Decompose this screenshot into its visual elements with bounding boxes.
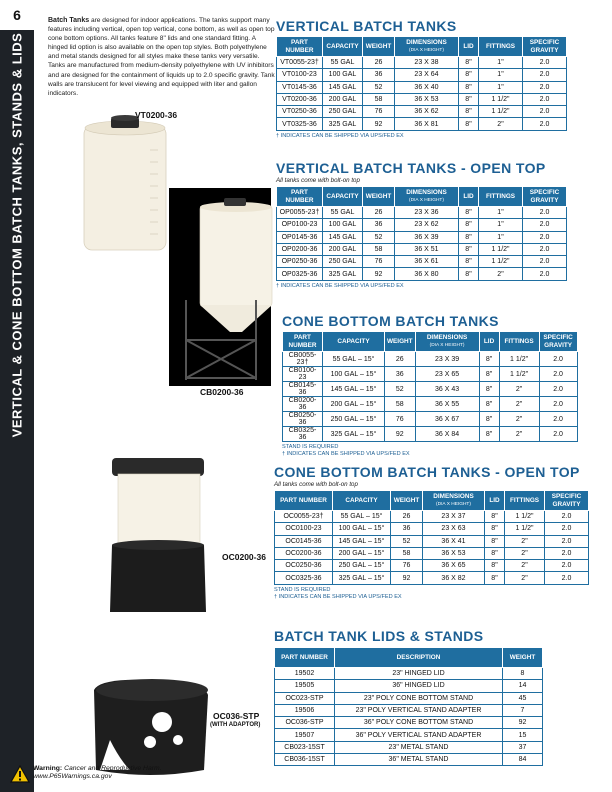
- part-number-cell: CB0250-36: [283, 412, 323, 427]
- table-cell: 1 1/2": [505, 523, 545, 535]
- cb-product-label: CB0200-36: [200, 387, 244, 397]
- cone-table: [282, 331, 578, 442]
- table-cell: 23" POLY CONE BOTTOM STAND: [335, 692, 503, 704]
- table-cell: 8": [479, 397, 499, 412]
- part-number-cell: VT0250-36: [277, 106, 323, 118]
- table-cell: 1": [479, 231, 523, 243]
- part-number-cell: CB0055-23†: [283, 352, 323, 367]
- table-cell: 8": [459, 219, 479, 231]
- cone-open-table: [274, 490, 589, 585]
- table-cell: 325 GAL: [323, 268, 363, 280]
- intro-lead: Batch Tanks: [48, 17, 90, 24]
- table-cell: 36 X 40: [395, 81, 459, 93]
- col-sg: SPECIFIC GRAVITY: [545, 491, 589, 511]
- part-number-cell: 19507: [275, 729, 335, 741]
- part-number-cell: VT0200-36: [277, 93, 323, 105]
- table-cell: 8": [485, 572, 505, 584]
- col-description: DESCRIPTION: [335, 648, 503, 668]
- table-cell: 36: [391, 523, 423, 535]
- col-sg: SPECIFIC GRAVITY: [523, 37, 567, 57]
- vertical-open-table: [276, 186, 567, 281]
- part-number-cell: 19502: [275, 668, 335, 680]
- table-cell: 200 GAL – 15°: [323, 397, 385, 412]
- part-number-cell: VT0100-23: [277, 69, 323, 81]
- table-cell: 45: [503, 692, 543, 704]
- table-cell: 23" POLY VERTICAL STAND ADAPTER: [335, 704, 503, 716]
- oc-product-label: OC0200-36: [222, 552, 266, 562]
- table-cell: 8": [459, 81, 479, 93]
- vertical-open-section: [276, 160, 567, 290]
- cone-section: [282, 313, 578, 458]
- table-cell: 250 GAL – 15°: [323, 412, 385, 427]
- table-row: [277, 69, 567, 81]
- table-row: [275, 692, 543, 704]
- poly-stand-image: [94, 679, 208, 775]
- vertical-open-title: VERTICAL BATCH TANKS - OPEN TOP: [276, 160, 546, 176]
- table-row: [275, 560, 589, 572]
- table-cell: 8": [479, 412, 499, 427]
- part-number-cell: OP0100-23: [277, 219, 323, 231]
- table-cell: 23 X 37: [423, 511, 485, 523]
- table-cell: 2.0: [523, 81, 567, 93]
- table-cell: 1 1/2": [479, 106, 523, 118]
- table-cell: 23 X 65: [415, 367, 479, 382]
- table-cell: 2.0: [539, 352, 577, 367]
- table-cell: 1": [479, 81, 523, 93]
- col-weight: WEIGHT: [363, 187, 395, 207]
- table-cell: 23 X 62: [395, 219, 459, 231]
- col-sg: SPECIFIC GRAVITY: [539, 332, 577, 352]
- table-cell: 58: [363, 93, 395, 105]
- table-cell: 2.0: [539, 397, 577, 412]
- table-cell: 7: [503, 704, 543, 716]
- table-cell: 2.0: [523, 106, 567, 118]
- col-dimensions: DIMENSIONS (DIA X HEIGHT): [395, 37, 459, 57]
- table-cell: 23 X 39: [415, 352, 479, 367]
- table-cell: 14: [503, 680, 543, 692]
- table-cell: 36 X 61: [395, 256, 459, 268]
- table-cell: 1 1/2": [479, 256, 523, 268]
- table-cell: 1 1/2": [479, 93, 523, 105]
- table-row: [283, 382, 578, 397]
- vertical-open-subtitle: All tanks come with bolt-on top: [276, 177, 360, 184]
- table-cell: 2.0: [523, 256, 567, 268]
- table-cell: 325 GAL – 15°: [323, 427, 385, 442]
- table-cell: 250 GAL – 15°: [333, 560, 391, 572]
- table-cell: 8": [479, 427, 499, 442]
- cone-note-stand: STAND IS REQUIRED: [282, 444, 339, 450]
- table-cell: 23" METAL STAND: [335, 741, 503, 753]
- part-number-cell: VT0055-23†: [277, 57, 323, 69]
- table-cell: 23 X 38: [395, 57, 459, 69]
- part-number-cell: OC0200-36: [275, 547, 333, 559]
- table-cell: 1 1/2": [499, 352, 539, 367]
- cone-open-title: CONE BOTTOM BATCH TANKS - OPEN TOP: [274, 464, 580, 480]
- table-cell: 36 X 84: [415, 427, 479, 442]
- table-row: [277, 219, 567, 231]
- table-cell: 92: [385, 427, 416, 442]
- table-cell: 2.0: [523, 69, 567, 81]
- vt-product-label: VT0200-36: [135, 110, 178, 120]
- part-number-cell: CB023-15ST: [275, 741, 335, 753]
- part-number-cell: OC0100-23: [275, 523, 333, 535]
- table-cell: 26: [391, 511, 423, 523]
- table-cell: 92: [363, 268, 395, 280]
- table-cell: 36 X 39: [395, 231, 459, 243]
- table-cell: 92: [503, 717, 543, 729]
- table-cell: 200 GAL – 15°: [333, 547, 391, 559]
- part-number-cell: 19506: [275, 704, 335, 716]
- col-fittings: FITTINGS: [505, 491, 545, 511]
- part-number-cell: VT0325-36: [277, 118, 323, 130]
- table-cell: 8": [459, 69, 479, 81]
- table-cell: 2": [499, 382, 539, 397]
- vertical-note: † INDICATES CAN BE SHIPPED VIA UPS/FED EX: [276, 132, 404, 139]
- table-cell: 2.0: [523, 57, 567, 69]
- table-cell: 145 GAL – 15°: [333, 535, 391, 547]
- table-cell: 26: [363, 57, 395, 69]
- table-row: [283, 367, 578, 382]
- table-row: [275, 523, 589, 535]
- table-row: [277, 268, 567, 280]
- col-capacity: CAPACITY: [333, 491, 391, 511]
- table-cell: 55 GAL – 15°: [323, 352, 385, 367]
- table-row: [275, 754, 543, 766]
- table-cell: 2.0: [523, 93, 567, 105]
- table-cell: 36: [363, 219, 395, 231]
- part-number-cell: 19505: [275, 680, 335, 692]
- table-row: [275, 680, 543, 692]
- table-cell: 52: [391, 535, 423, 547]
- part-number-cell: OP0145-36: [277, 231, 323, 243]
- table-cell: 76: [385, 412, 416, 427]
- table-cell: 8": [459, 118, 479, 130]
- table-cell: 1 1/2": [505, 511, 545, 523]
- table-cell: 36 X 53: [423, 547, 485, 559]
- table-row: [277, 118, 567, 130]
- table-cell: 36" POLY CONE BOTTOM STAND: [335, 717, 503, 729]
- table-row: [277, 57, 567, 69]
- part-number-cell: CB0100-23: [283, 367, 323, 382]
- page-number: 6: [0, 0, 34, 30]
- table-cell: 2.0: [523, 268, 567, 280]
- lids-section: [274, 628, 543, 766]
- warning-text: [33, 765, 162, 782]
- table-cell: 2": [499, 427, 539, 442]
- table-cell: 23" HINGED LID: [335, 668, 503, 680]
- table-cell: 325 GAL: [323, 118, 363, 130]
- table-cell: 55 GAL: [323, 207, 363, 219]
- table-cell: 2.0: [545, 572, 589, 584]
- table-cell: 36 X 41: [423, 535, 485, 547]
- table-cell: 84: [503, 754, 543, 766]
- table-row: [283, 427, 578, 442]
- table-cell: 76: [391, 560, 423, 572]
- table-cell: 8": [479, 382, 499, 397]
- table-cell: 8": [479, 367, 499, 382]
- table-cell: 2": [505, 572, 545, 584]
- lids-title: BATCH TANK LIDS & STANDS: [274, 628, 484, 644]
- warning-url[interactable]: www.P65Warnings.ca.gov: [33, 773, 112, 781]
- table-cell: 8": [459, 57, 479, 69]
- table-cell: 2.0: [523, 118, 567, 130]
- col-dimensions: DIMENSIONS (DIA X HEIGHT): [415, 332, 479, 352]
- table-cell: 76: [363, 106, 395, 118]
- table-cell: 8: [503, 668, 543, 680]
- part-number-cell: OP0325-36: [277, 268, 323, 280]
- table-row: [275, 704, 543, 716]
- table-cell: 325 GAL – 15°: [333, 572, 391, 584]
- table-cell: 100 GAL – 15°: [323, 367, 385, 382]
- table-cell: 8": [459, 268, 479, 280]
- part-number-cell: CB0325-36: [283, 427, 323, 442]
- table-cell: 2": [479, 268, 523, 280]
- table-cell: 2.0: [539, 367, 577, 382]
- table-row: [275, 741, 543, 753]
- table-cell: 23 X 36: [395, 207, 459, 219]
- table-cell: 26: [363, 207, 395, 219]
- part-number-cell: OC0055-23†: [275, 511, 333, 523]
- table-cell: 2.0: [523, 219, 567, 231]
- vertical-open-note: † INDICATES CAN BE SHIPPED VIA UPS/FED EX: [276, 282, 404, 289]
- col-capacity: CAPACITY: [323, 187, 363, 207]
- table-cell: 2.0: [539, 412, 577, 427]
- part-number-cell: OC023-STP: [275, 692, 335, 704]
- col-lid: LID: [485, 491, 505, 511]
- table-cell: 2.0: [539, 382, 577, 397]
- table-cell: 1": [479, 69, 523, 81]
- table-row: [277, 231, 567, 243]
- vertical-section: [276, 18, 567, 140]
- table-row: [275, 668, 543, 680]
- part-number-cell: CB0145-36: [283, 382, 323, 397]
- table-cell: 58: [385, 397, 416, 412]
- table-row: [283, 352, 578, 367]
- table-cell: 2.0: [523, 207, 567, 219]
- col-weight: WEIGHT: [363, 37, 395, 57]
- table-cell: 100 GAL: [323, 219, 363, 231]
- table-cell: 8": [485, 523, 505, 535]
- part-number-cell: OC036-STP: [275, 717, 335, 729]
- table-row: [283, 412, 578, 427]
- stand-product-sublabel: (WITH ADAPTOR): [210, 722, 261, 728]
- vertical-title: VERTICAL BATCH TANKS: [276, 18, 457, 34]
- col-capacity: CAPACITY: [323, 332, 385, 352]
- col-lid: LID: [459, 37, 479, 57]
- table-cell: 8": [485, 547, 505, 559]
- table-row: [275, 729, 543, 741]
- side-title: VERTICAL & CONE BOTTOM BATCH TANKS, STANDS & LIDS: [9, 32, 25, 438]
- col-lid: LID: [459, 187, 479, 207]
- cone-note-ship: † INDICATES CAN BE SHIPPED VIA UPS/FED EX: [282, 450, 410, 457]
- part-number-cell: OC0325-36: [275, 572, 333, 584]
- col-part: PART NUMBER: [277, 187, 323, 207]
- table-cell: 1": [479, 219, 523, 231]
- table-cell: 37: [503, 741, 543, 753]
- table-cell: 36 X 62: [395, 106, 459, 118]
- table-cell: 36 X 82: [423, 572, 485, 584]
- table-cell: 250 GAL: [323, 106, 363, 118]
- table-cell: 2.0: [545, 560, 589, 572]
- table-row: [275, 717, 543, 729]
- table-cell: 8": [459, 256, 479, 268]
- table-cell: 100 GAL: [323, 69, 363, 81]
- table-cell: 92: [391, 572, 423, 584]
- table-cell: 1": [479, 207, 523, 219]
- table-row: [277, 106, 567, 118]
- table-cell: 36 X 55: [415, 397, 479, 412]
- table-cell: 145 GAL – 15°: [323, 382, 385, 397]
- table-cell: 36 X 51: [395, 243, 459, 255]
- part-number-cell: CB0200-36: [283, 397, 323, 412]
- table-row: [275, 547, 589, 559]
- table-cell: 2.0: [545, 523, 589, 535]
- table-cell: 1": [479, 57, 523, 69]
- part-number-cell: OP0055-23†: [277, 207, 323, 219]
- table-cell: 8": [459, 231, 479, 243]
- table-cell: 2.0: [545, 511, 589, 523]
- table-cell: 200 GAL: [323, 93, 363, 105]
- table-cell: 58: [391, 547, 423, 559]
- intro-text: are designed for indoor applications. The tanks support many features including vertical, open top vertical, cone bottom, as well as open top cone bottom options. All tanks feature 8" lids and one standard fitting. A hinged lid option is also available on the open top styles. Both polyethylene and metal stands designed for all styles make these tanks very versatile. Tanks are manufactured from medium-density polyethylene with UV inhibitors and are designed for the containment of liquids up to 2.0 specific gravity. Tank walls are translucent for level viewing and equipped with liter and gallon indicators.: [48, 17, 275, 97]
- stand-product-label: OC036-STP: [213, 711, 260, 721]
- table-cell: 36 X 65: [423, 560, 485, 572]
- table-cell: 200 GAL: [323, 243, 363, 255]
- col-weight: WEIGHT: [503, 648, 543, 668]
- table-row: [275, 572, 589, 584]
- table-cell: 36" HINGED LID: [335, 680, 503, 692]
- table-cell: 145 GAL: [323, 231, 363, 243]
- table-cell: 15: [503, 729, 543, 741]
- col-fittings: FITTINGS: [499, 332, 539, 352]
- table-cell: 36 X 67: [415, 412, 479, 427]
- col-fittings: FITTINGS: [479, 187, 523, 207]
- cone-open-note-stand: STAND IS REQUIRED: [274, 586, 331, 593]
- warning-message: Cancer and Reproductive Harm.: [62, 765, 162, 772]
- col-fittings: FITTINGS: [479, 37, 523, 57]
- col-part: PART NUMBER: [275, 648, 335, 668]
- table-row: [275, 511, 589, 523]
- table-cell: 36" POLY VERTICAL STAND ADAPTER: [335, 729, 503, 741]
- table-cell: 92: [363, 118, 395, 130]
- col-dimensions: DIMENSIONS (DIA X HEIGHT): [423, 491, 485, 511]
- col-capacity: CAPACITY: [323, 37, 363, 57]
- part-number-cell: OP0200-36: [277, 243, 323, 255]
- col-part: PART NUMBER: [277, 37, 323, 57]
- col-part: PART NUMBER: [283, 332, 323, 352]
- part-number-cell: VT0145-36: [277, 81, 323, 93]
- table-cell: 8": [485, 511, 505, 523]
- table-cell: 26: [385, 352, 416, 367]
- table-cell: 36 X 53: [395, 93, 459, 105]
- lids-table: [274, 647, 543, 766]
- table-cell: 2.0: [523, 243, 567, 255]
- table-cell: 36 X 80: [395, 268, 459, 280]
- table-cell: 23 X 63: [423, 523, 485, 535]
- table-cell: 55 GAL – 15°: [333, 511, 391, 523]
- col-part: PART NUMBER: [275, 491, 333, 511]
- table-cell: 36 X 81: [395, 118, 459, 130]
- table-cell: 2.0: [545, 535, 589, 547]
- table-cell: 52: [363, 81, 395, 93]
- sidebar: [0, 0, 34, 792]
- table-cell: 36: [363, 69, 395, 81]
- table-cell: 36 X 43: [415, 382, 479, 397]
- table-cell: 36: [385, 367, 416, 382]
- table-cell: 55 GAL: [323, 57, 363, 69]
- table-cell: 8": [459, 207, 479, 219]
- table-row: [277, 81, 567, 93]
- part-number-cell: OC0145-36: [275, 535, 333, 547]
- table-cell: 23 X 64: [395, 69, 459, 81]
- table-cell: 2.0: [545, 547, 589, 559]
- table-cell: 8": [485, 560, 505, 572]
- vertical-table: [276, 36, 567, 131]
- table-row: [277, 243, 567, 255]
- table-cell: 100 GAL – 15°: [333, 523, 391, 535]
- table-cell: 145 GAL: [323, 81, 363, 93]
- table-cell: 2": [505, 547, 545, 559]
- warning-triangle-icon: [10, 765, 30, 783]
- table-row: [277, 207, 567, 219]
- col-lid: LID: [479, 332, 499, 352]
- table-cell: 8": [479, 352, 499, 367]
- open-top-cone-tank-image: [105, 452, 206, 612]
- cone-open-subtitle: All tanks come with bolt-on top: [274, 481, 358, 488]
- part-number-cell: OP0250-36: [277, 256, 323, 268]
- table-cell: 2": [505, 560, 545, 572]
- cone-open-section: [274, 464, 589, 600]
- table-cell: 8": [459, 93, 479, 105]
- cone-open-note-ship: † INDICATES CAN BE SHIPPED VIA UPS/FED EX: [274, 593, 402, 600]
- col-weight: WEIGHT: [385, 332, 416, 352]
- table-cell: 8": [485, 535, 505, 547]
- table-cell: 2": [499, 397, 539, 412]
- cone-title: CONE BOTTOM BATCH TANKS: [282, 313, 499, 329]
- table-cell: 2": [479, 118, 523, 130]
- warning-lead: Warning:: [33, 765, 63, 772]
- table-cell: 1 1/2": [499, 367, 539, 382]
- table-cell: 2.0: [523, 231, 567, 243]
- table-cell: 2": [505, 535, 545, 547]
- part-number-cell: OC0250-36: [275, 560, 333, 572]
- table-cell: 58: [363, 243, 395, 255]
- col-sg: SPECIFIC GRAVITY: [523, 187, 567, 207]
- col-weight: WEIGHT: [391, 491, 423, 511]
- table-cell: 76: [363, 256, 395, 268]
- cone-bottom-tank-image: [169, 188, 272, 386]
- table-cell: 1 1/2": [479, 243, 523, 255]
- prop65-warning: [10, 762, 270, 786]
- table-row: [277, 93, 567, 105]
- table-row: [283, 397, 578, 412]
- part-number-cell: CB036-15ST: [275, 754, 335, 766]
- col-dimensions: DIMENSIONS (DIA X HEIGHT): [395, 187, 459, 207]
- table-row: [275, 535, 589, 547]
- table-cell: 250 GAL: [323, 256, 363, 268]
- table-row: [277, 256, 567, 268]
- table-cell: 2": [499, 412, 539, 427]
- table-cell: 52: [363, 231, 395, 243]
- vertical-tank-image: [84, 115, 166, 250]
- table-cell: 52: [385, 382, 416, 397]
- table-cell: 8": [459, 106, 479, 118]
- table-cell: 36" METAL STAND: [335, 754, 503, 766]
- table-cell: 8": [459, 243, 479, 255]
- table-cell: 2.0: [539, 427, 577, 442]
